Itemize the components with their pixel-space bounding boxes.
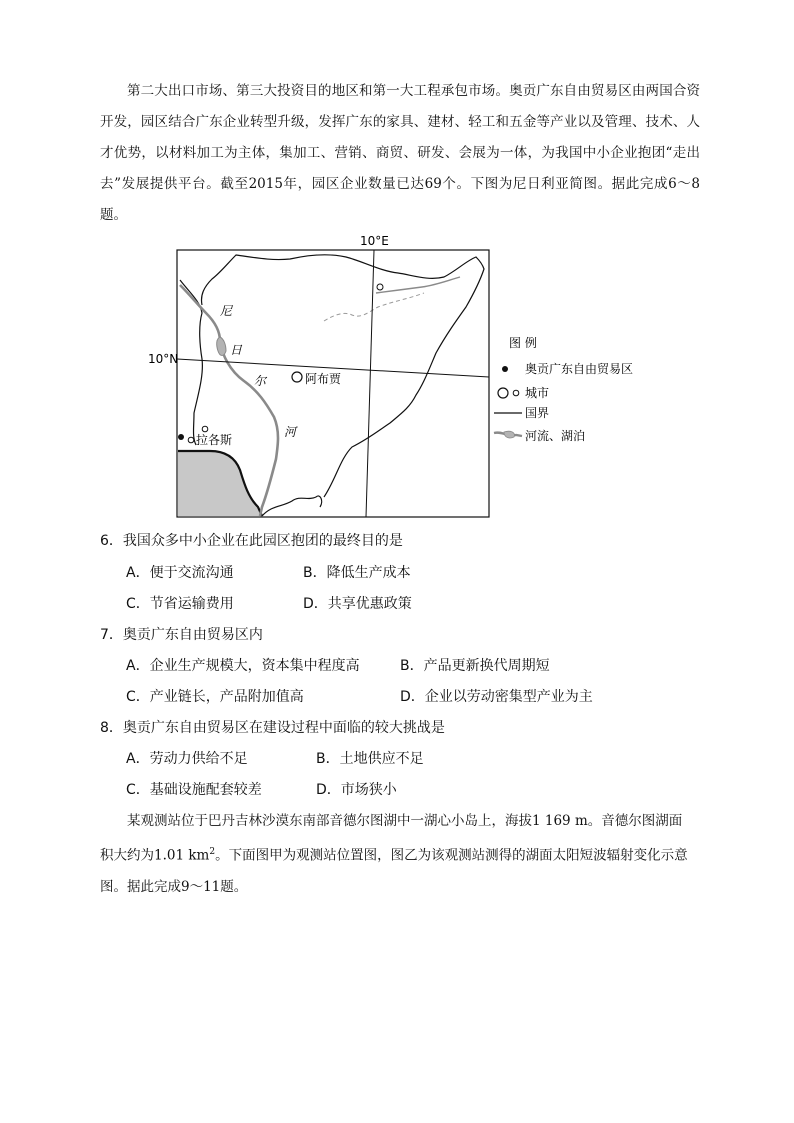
question-7-option-a: A．企业生产规模大，资本集中程度高	[126, 658, 360, 674]
legend-river-label: 河流、湖泊	[525, 429, 586, 443]
outro-line-3: 图。据此完成9～11题。	[100, 878, 248, 895]
abuja-marker	[292, 372, 302, 382]
river-char-3: 尔	[254, 374, 267, 388]
question-8-option-c: C．基础设施配套较差	[126, 782, 262, 798]
question-6-option-a: A．便于交流沟通	[126, 565, 234, 581]
outro-line-2: 积大约为1.01 $km^2$。下面图甲为观测站位置图，图乙为该观测站测得的湖面太阳短波辐射变化示意	[100, 847, 688, 864]
nigeria-map	[140, 235, 660, 525]
freezone-marker	[178, 434, 184, 440]
legend-title: 图 例	[509, 336, 537, 350]
lat-label: 10°N	[148, 352, 179, 366]
lagos-marker-small	[202, 426, 208, 432]
lagos-label: 拉各斯	[196, 433, 233, 447]
lon-label: 10°E	[360, 235, 389, 248]
intro-paragraph	[100, 76, 700, 231]
question-8-option-d: D．市场狭小	[316, 782, 397, 798]
river-char-2: 日	[230, 343, 243, 357]
legend-lake-icon	[504, 431, 514, 438]
question-8-option-a: A．劳动力供给不足	[126, 751, 248, 767]
question-8-option-b: B．土地供应不足	[316, 751, 424, 767]
legend-city-small-icon	[513, 390, 519, 396]
river-char-4: 河	[284, 425, 297, 439]
city-marker-north	[377, 284, 383, 290]
intro-text: 第二大出口市场、第三大投资目的地区和第一大工程承包市场。奥贡广东自由贸易区由两国合资开发，园区结合广东企业转型升级，发挥广东的家具、建材、轻工和五金等产业以及管理、技术、人才优势，以材料加工为主体，集加工、营销、商贸、研发、会展为一体，为我国中小企业抱团“走出去”发展提供平台。截至2015年，园区企业数量已达69个。下图为尼日利亚简图。据此完成6～8题。	[100, 83, 700, 223]
outro-line-1: 某观测站位于巴丹吉林沙漠东南部音德尔图湖中一湖心小岛上，海拔1 169 m。音德尔图湖面	[127, 813, 683, 829]
abuja-label: 阿布贾	[305, 372, 342, 386]
question-6-option-c: C．节省运输费用	[126, 596, 234, 612]
outro-paragraph	[100, 806, 700, 903]
legend-city-large-icon	[498, 388, 508, 398]
legend-border-label: 国界	[525, 406, 550, 420]
lagos-marker	[188, 437, 194, 443]
question-8-stem: 8．奥贡广东自由贸易区在建设过程中面临的较大挑战是	[100, 720, 445, 736]
question-7-option-b: B．产品更新换代周期短	[400, 658, 550, 674]
question-6-option-b: B．降低生产成本	[303, 565, 411, 581]
question-6-option-d: D．共享优惠政策	[303, 596, 412, 612]
question-7-option-c: C．产业链长，产品附加值高	[126, 689, 304, 705]
legend-freezone-label: 奥贡广东自由贸易区	[525, 362, 634, 376]
question-7-stem: 7．奥贡广东自由贸易区内	[100, 627, 263, 643]
question-6-stem: 6．我国众多中小企业在此园区抱团的最终目的是	[100, 533, 403, 549]
question-7-option-d: D．企业以劳动密集型产业为主	[400, 689, 593, 705]
legend-freezone-icon	[502, 366, 508, 372]
superscript-2: 2	[209, 847, 216, 857]
river-char-1: 尼	[220, 304, 233, 318]
legend-city-label: 城市	[525, 386, 550, 400]
